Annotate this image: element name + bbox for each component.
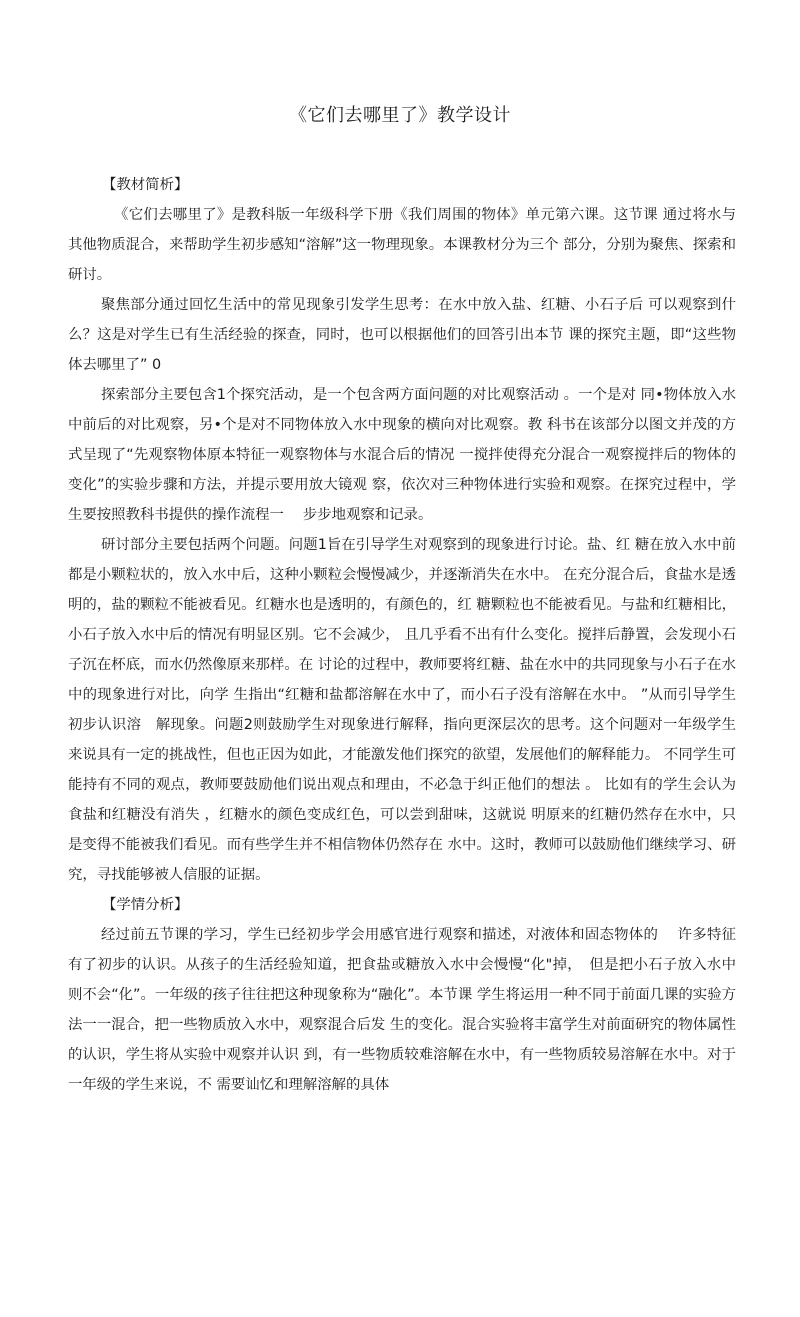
document-body (68, 170, 736, 1100)
paragraph: 研讨部分主要包括两个问题。问题1旨在引导学生对观察到的现象进行讨论。盐、红 糖在放入水中前都是小颗粒状的，放入水中后，这种小颗粒会慢慢减少，并逐渐消失在水中。 在充分混合后，食盐水是透明的，盐的颗粒不能被看见。红糖水也是透明的，有颜色的，红 糖颗粒也不能被看见。与盐和红糖相比，小石子放入水中后的情况有明显区别。它不会减少， 且几乎看不出有什么变化。搅拌后静置，会发现小石子沉在杯底，而水仍然像原来那样。在 讨论的过程中，教师要将红糖、盐在水中的共同现象与小石子在水中的现象进行对比，向学 生指出“红糖和盐都溶解在水中了，而小石子没有溶解在水中。 ”从而引导学生初步认识溶 解现象。问题2则鼓励学生对现象进行解释，指向更深层次的思考。这个问题对一年级学生 来说具有一定的挑战性，但也正因为如此，才能激发他们探究的欲望，发展他们的解释能力。 不同学生可能持有不同的观点，教师要鼓励他们说出观点和理由，不必急于纠正他们的想法 。 比如有的学生会认为食盐和红糖没有消失 ，红糖水的颜色变成红色，可以尝到甜味，这就说 明原来的红糖仍然存在水中，只是变得不能被我们看见。而有些学生并不相信物体仍然存在 水中。这时，教师可以鼓励他们继续学习、研究，寻找能够被人信服的证据。 (68, 537, 736, 883)
section-learner-analysis (68, 890, 736, 1100)
section-textbook-analysis (68, 170, 736, 890)
section-heading: 【教材简析】 (102, 177, 189, 193)
paragraph: 聚焦部分通过回忆生活中的常见现象引发学生思考：在水中放入盐、红糖、小石子后 可以观察到什么？这是对学生已有生活经验的探查，同时，也可以根据他们的回答引出本节 课的探究主题，即“这些物体去哪里了” 0 (68, 297, 736, 373)
section-heading: 【学情分析】 (102, 897, 189, 913)
document-title: 《它们去哪里了》教学设计 (289, 105, 511, 126)
paragraph: 《它们去哪里了》是教科版一年级科学下册《我们周围的物体》单元第六课。这节课 通过将水与其他物质混合，来帮助学生初步感知“溶解”这一物理现象。本课教材分为三个 部分，分别为聚焦、探索和研讨。 (68, 207, 736, 283)
paragraph: 经过前五节课的学习，学生已经初步学会用感官进行观察和描述，对液体和固态物体的 许多特征有了初步的认识。从孩子的生活经验知道，把食盐或糖放入水中会慢慢“化"掉， 但是把小石子放入水中则不会“化”。一年级的孩子往往把这种现象称为“融化”。本节课 学生将运用一种不同于前面几课的实验方法一一混合，把一些物质放入水中，观察混合后发 生的变化。混合实验将丰富学生对前面研究的物体属性的认识，学生将从实验中观察并认识 到，有一些物质较难溶解在水中，有一些物质较易溶解在水中。对于一年级的学生来说，不 需要讪忆和理解溶解的具体 (68, 927, 736, 1093)
paragraph: 探索部分主要包含1个探究活动，是一个包含两方面问题的对比观察活动 。一个是对 同•物体放入水中前后的对比观察，另•个是对不同物体放入水中现象的横向对比观察。教 科书在该部分以图文并茂的方式呈现了“先观察物体原本特征一观察物体与水混合后的情况 一搅拌使得充分混合一观察搅拌后的物体的变化”的实验步骤和方法，并提示要用放大镜观 察，依次对三种物体进行实验和观察。在探究过程中，学生要按照教科书提供的操作流程一 步步地观察和记录。 (68, 387, 736, 523)
